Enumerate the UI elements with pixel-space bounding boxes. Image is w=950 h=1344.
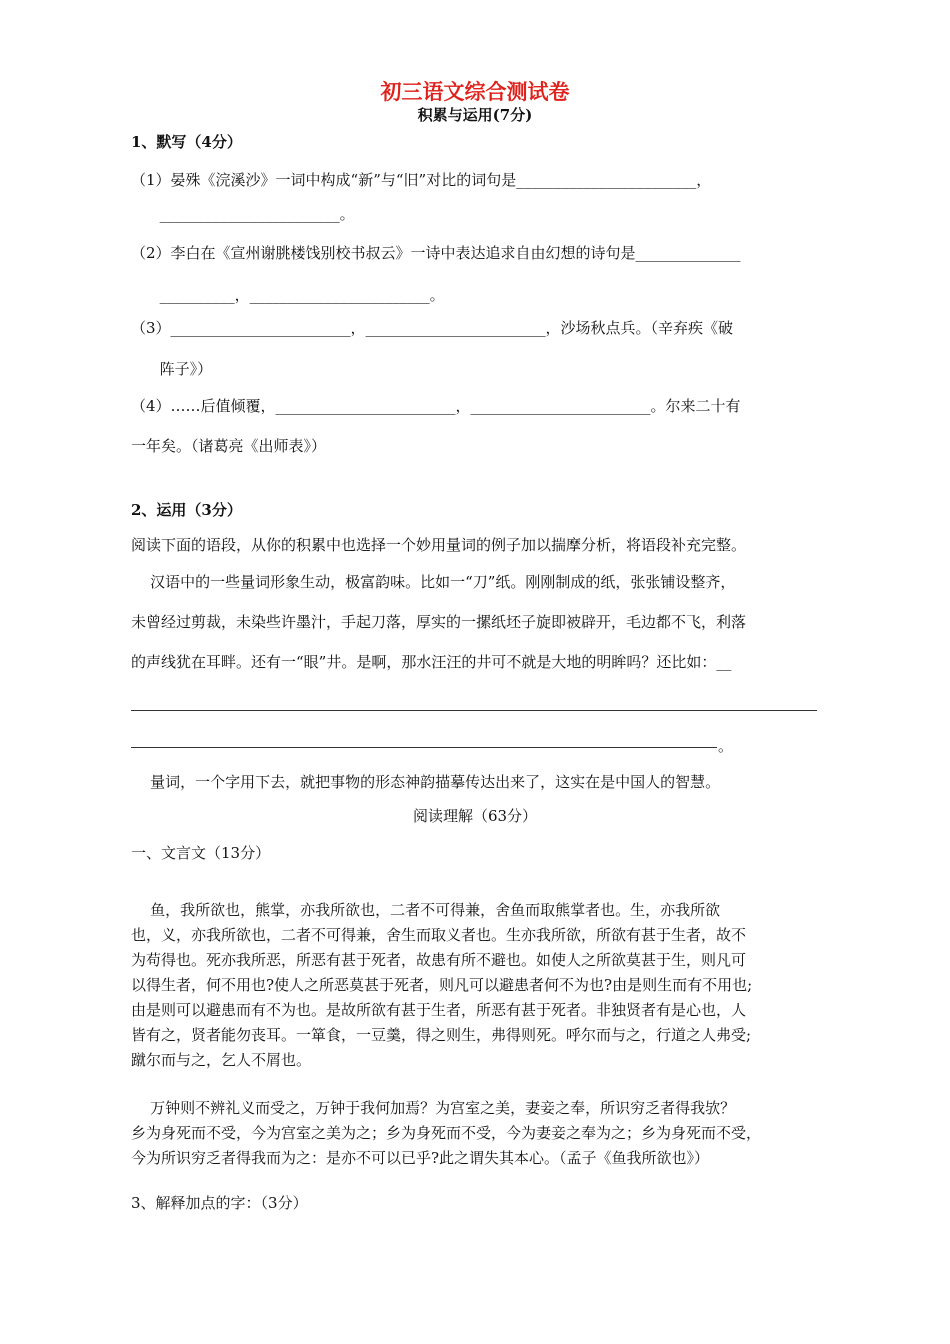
q1-line: __________，________________________。 [131, 286, 445, 304]
page-title: 初三语文综合测试卷 [380, 79, 570, 104]
passage-line: 万钟则不辨礼义而受之，万钟于我何加焉？为宫室之美，妻妾之奉，所识穷乏者得我欤？ [131, 1099, 736, 1117]
passage-line: 为苟得也。死亦我所恶，所恶有甚于死者，故患有所不避也。如使人之所欲莫甚于生，则凡可 [131, 951, 747, 969]
q2-paragraph-line: 未曾经过剪裁，未染些许墨汁，手起刀落，厚实的一摞纸坯子旋即被辟开，毛边都不飞，利落 [131, 613, 747, 631]
q3-heading: 3、解释加点的字：（3分） [131, 1194, 308, 1212]
q1-heading: 1、默写（4分） [131, 133, 242, 151]
q2-paragraph-line: 汉语中的一些量词形象生动，极富韵味。比如一“刀”纸。刚刚制成的纸，张张铺设整齐， [131, 573, 736, 591]
q2-closing: 量词，一个字用下去，就把事物的形态神韵描摹传达出来了，这实在是中国人的智慧。 [131, 773, 721, 791]
q1-line: （1）晏殊《浣溪沙》一词中构成“新”与“旧”对比的词句是________________________， [131, 171, 712, 189]
q2-heading: 2、运用（3分） [131, 501, 242, 519]
q1-line: 阵子》） [131, 360, 213, 378]
passage-line: 今为所识穷乏者得我而为之：是亦不可以已乎?此之谓失其本心。（孟子《鱼我所欲也》） [131, 1149, 710, 1167]
q1-line: （2）李白在《宣州谢朓楼饯别校书叔云》一诗中表达追求自由幻想的诗句是______________ [131, 244, 741, 262]
answer-blank-line[interactable] [131, 747, 717, 748]
answer-end-mark: 。 [718, 737, 734, 755]
passage-line: 以得生者，何不用也?使人之所恶莫甚于死者，则凡可以避患者何不为也?由是则生而有不用也; [131, 976, 753, 994]
q1-line: （4）……后值倾覆，________________________，________________________。尔来二十有 [131, 397, 741, 415]
q1-line: 一年矣。（诸葛亮《出师表》） [131, 437, 327, 455]
passage-line: 皆有之，贤者能勿丧耳。一箪食，一豆羹，得之则生，弗得则死。呼尔而与之，行道之人弗受; [131, 1026, 752, 1044]
q2-instruction: 阅读下面的语段，从你的积累中也选择一个妙用量词的例子加以揣摩分析，将语段补充完整。 [131, 536, 747, 554]
section-heading: 阅读理解（63分） [412, 807, 538, 825]
section-subtitle: 积累与运用(7分) [417, 106, 533, 124]
q1-line: （3）________________________，________________________，沙场秋点兵。（辛弃疾《破 [131, 319, 734, 337]
passage-line: 由是则可以避患而有不为也。是故所欲有甚于生者，所恶有甚于死者。非独贤者有是心也，人 [131, 1001, 747, 1019]
passage-line: 乡为身死而不受，今为宫室之美为之；乡为身死而不受，今为妻妾之奉为之；乡为身死而不受， [131, 1124, 762, 1142]
passage-line: 也，义，亦我所欲也，二者不可得兼，舍生而取义者也。生亦我所欲，所欲有甚于生者，故不 [131, 926, 747, 944]
passage-line: 鱼，我所欲也，熊掌，亦我所欲也，二者不可得兼，舍鱼而取熊掌者也。生，亦我所欲 [131, 901, 721, 919]
section-subheading: 一、文言文（13分） [131, 844, 271, 862]
passage-line: 蹴尔而与之，乞人不屑也。 [131, 1051, 312, 1069]
answer-blank-line[interactable] [131, 710, 817, 711]
q2-paragraph-line: 的声线犹在耳畔。还有一“眼”井。是啊，那水汪汪的井可不就是大地的明眸吗？还比如：__ [131, 653, 732, 671]
q1-line: ________________________。 [131, 205, 355, 223]
